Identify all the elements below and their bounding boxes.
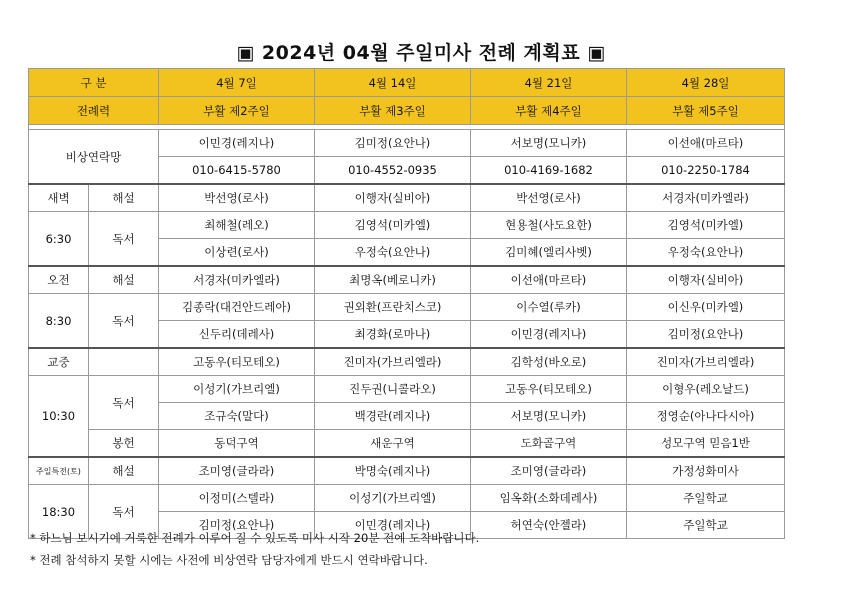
assignee: 서경자(미카엘라)	[627, 184, 785, 212]
header-label-category: 구 분	[29, 69, 159, 97]
assignee: 진미자(가브리엘라)	[315, 348, 471, 376]
assignee: 이성기(가브리엘)	[315, 485, 471, 512]
assignee: 새운구역	[315, 430, 471, 458]
contact-phone: 010-2250-1784	[627, 157, 785, 185]
assignee: 이성기(가브리엘)	[159, 376, 315, 403]
header-row-liturgy	[29, 97, 785, 125]
assignee: 김영석(미카엘)	[627, 212, 785, 239]
role-label: 독서	[89, 485, 159, 539]
assignee: 김미정(요안나)	[159, 512, 315, 539]
mass-name: 오전	[29, 266, 89, 294]
assignee: 최명옥(베로니카)	[315, 266, 471, 294]
assignee: 도화골구역	[471, 430, 627, 458]
mass-time: 6:30	[29, 212, 89, 267]
assignee: 가정성화미사	[627, 457, 785, 485]
assignee: 이선애(마르타)	[471, 266, 627, 294]
role-label-empty	[89, 348, 159, 376]
role-label: 독서	[89, 376, 159, 430]
contact-name: 김미정(요안나)	[315, 130, 471, 157]
assignee: 이민경(레지나)	[471, 321, 627, 349]
assignee: 주일학교	[627, 512, 785, 539]
header-liturgy: 부활 제3주일	[315, 97, 471, 125]
assignee: 조규숙(말다)	[159, 403, 315, 430]
mass-name: 교중	[29, 348, 89, 376]
assignee: 신두리(데레사)	[159, 321, 315, 349]
header-label-liturgy: 전례력	[29, 97, 159, 125]
assignee: 이상련(로사)	[159, 239, 315, 267]
morning-commentator-row	[29, 266, 785, 294]
assignee: 최해철(레오)	[159, 212, 315, 239]
assignee: 고동우(티모테오)	[159, 348, 315, 376]
assignee: 우정숙(요안나)	[315, 239, 471, 267]
assignee: 김미정(요안나)	[627, 321, 785, 349]
contact-row-names	[29, 130, 785, 157]
header-date: 4월 21일	[471, 69, 627, 97]
contact-label: 비상연락망	[29, 130, 159, 185]
assignee: 조미영(글라라)	[159, 457, 315, 485]
assignee: 현용철(사도요한)	[471, 212, 627, 239]
role-label: 독서	[89, 212, 159, 267]
mass-time: 10:30	[29, 376, 89, 458]
mass-name: 새벽	[29, 184, 89, 212]
header-liturgy: 부활 제2주일	[159, 97, 315, 125]
role-label: 독서	[89, 294, 159, 349]
header-date: 4월 28일	[627, 69, 785, 97]
dawn-commentator-row	[29, 184, 785, 212]
assignee: 주일학교	[627, 485, 785, 512]
header-row-dates	[29, 69, 785, 97]
contact-phone: 010-4169-1682	[471, 157, 627, 185]
assignee: 진미자(가브리엘라)	[627, 348, 785, 376]
role-label: 해설	[89, 184, 159, 212]
assignee: 권외환(프란치스코)	[315, 294, 471, 321]
assignee: 박선영(로사)	[159, 184, 315, 212]
morning-reader-row	[29, 294, 785, 321]
assignee: 박선영(로사)	[471, 184, 627, 212]
header-liturgy: 부활 제4주일	[471, 97, 627, 125]
assignee: 백경란(레지나)	[315, 403, 471, 430]
assignee: 서경자(미카엘라)	[159, 266, 315, 294]
header-liturgy: 부활 제5주일	[627, 97, 785, 125]
mass-name: 주일특전(토)	[29, 457, 89, 485]
assignee: 이형우(레오날드)	[627, 376, 785, 403]
header-date: 4월 7일	[159, 69, 315, 97]
assignee: 김학성(바오로)	[471, 348, 627, 376]
role-label: 해설	[89, 457, 159, 485]
page-title: ▣ 2024년 04월 주일미사 전례 계획표 ▣	[236, 42, 606, 64]
assignee: 박명숙(레지나)	[315, 457, 471, 485]
mass-time: 8:30	[29, 294, 89, 349]
assignee: 이신우(미카엘)	[627, 294, 785, 321]
assignee: 임옥화(소화데레사)	[471, 485, 627, 512]
mass-time: 18:30	[29, 485, 89, 539]
notes	[30, 527, 479, 571]
assignee: 고동우(티모테오)	[471, 376, 627, 403]
contact-phone: 010-6415-5780	[159, 157, 315, 185]
assignee: 서보명(모니카)	[471, 403, 627, 430]
assignee: 정영순(아나다시아)	[627, 403, 785, 430]
evening-commentator-row	[29, 457, 785, 485]
contact-name: 서보명(모니카)	[471, 130, 627, 157]
main-reader-row	[29, 376, 785, 403]
assignee: 성모구역 믿음1반	[627, 430, 785, 458]
note-line: * 전례 참석하지 못할 시에는 사전에 비상연락 담당자에게 반드시 연락바랍니다.	[30, 553, 428, 567]
assignee: 최경화(로마나)	[315, 321, 471, 349]
assignee: 우정숙(요안나)	[627, 239, 785, 267]
main-offering-row	[29, 430, 785, 458]
note-line: * 하느님 보시기에 거룩한 전례가 이루어 질 수 있도록 미사 시작 20분 전에 도착바랍니다.	[30, 531, 480, 545]
assignee: 이민경(레지나)	[315, 512, 471, 539]
assignee: 이행자(실비아)	[627, 266, 785, 294]
main-mass-row	[29, 348, 785, 376]
assignee: 진두권(니콜라오)	[315, 376, 471, 403]
assignee: 김영석(미카엘)	[315, 212, 471, 239]
contact-phone: 010-4552-0935	[315, 157, 471, 185]
assignee: 김종락(대건안드레아)	[159, 294, 315, 321]
assignee: 이수열(루카)	[471, 294, 627, 321]
assignee: 조미영(글라라)	[471, 457, 627, 485]
dawn-reader-row	[29, 212, 785, 239]
assignee: 동덕구역	[159, 430, 315, 458]
role-label: 해설	[89, 266, 159, 294]
schedule-table	[28, 68, 785, 539]
evening-reader-row	[29, 485, 785, 512]
role-label: 봉헌	[89, 430, 159, 458]
assignee: 이정미(스텔라)	[159, 485, 315, 512]
assignee: 허연숙(안젤라)	[471, 512, 627, 539]
header-date: 4월 14일	[315, 69, 471, 97]
contact-name: 이민경(레지나)	[159, 130, 315, 157]
assignee: 김미혜(엘리사벳)	[471, 239, 627, 267]
contact-name: 이선애(마르타)	[627, 130, 785, 157]
assignee: 이행자(실비아)	[315, 184, 471, 212]
